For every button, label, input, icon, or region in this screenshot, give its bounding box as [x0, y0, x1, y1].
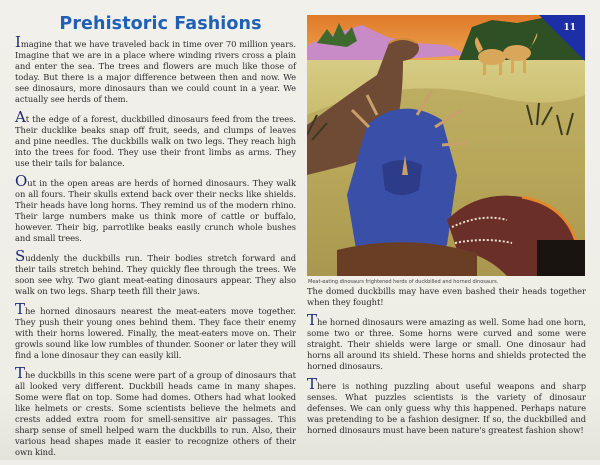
paragraph — [15, 108, 296, 169]
paragraph — [307, 311, 586, 372]
paragraph — [15, 247, 296, 297]
paragraph-text: here is nothing puzzling about useful weapons and sharp senses. What puzzles scientists is the variety of dinosaur defenses. We can only guess why this happened. Perhaps nature was pretending to be a fashion designer. If so, the duckbilled and horned dinosaurs must have been nature's greatest fashion show! — [307, 381, 586, 435]
drop-cap: O — [15, 172, 28, 190]
drop-cap: S — [15, 247, 26, 265]
paragraph-text: magine that we have traveled back in time over 70 million years. Imagine that we are in a place where winding rivers cross a plain and enter the sea. The trees and flowers are much like those of today. But there is a major difference between then and now. We see dinosaurs, more dinosaurs than we could count in a year. We actually see herds of them. — [15, 39, 296, 104]
drop-cap: T — [307, 375, 317, 393]
illustration-caption: Meat-eating dinosaurs frightened herds of duckbilled and horned dinosaurs. — [308, 279, 499, 285]
dinosaur-illustration — [307, 15, 585, 276]
page-number: 11 — [563, 23, 576, 33]
page-title: Prehistoric Fashions — [59, 14, 262, 34]
drop-cap: T — [307, 311, 317, 329]
right-column — [307, 286, 586, 443]
paragraph-text: he duckbills in this scene were part of a group of dinosaurs that all looked very different. Duckbill heads came in many shapes. Some were flat on top. Some had domes. Others had what looked like helmets or crests. Some scientists believe the helmets and crests added extra room for smell-sensitive air passages. This sharp sense of smell helped warn the duckbills to run. Also, their various head shapes made it easier to recognize others of their own kind. — [15, 370, 296, 457]
drop-cap: A — [15, 108, 26, 126]
paragraph — [15, 172, 296, 244]
paragraph-text: uddenly the duckbills run. Their bodies stretch forward and their tails stretch behind. They quickly flee through the trees. We soon see why. Two giant meat-eating dinosaurs appear. They also walk on two legs. Sharp teeth fill their jaws. — [15, 253, 296, 296]
page-number-badge — [539, 15, 585, 61]
paragraph — [307, 375, 586, 436]
drop-cap: T — [15, 300, 25, 318]
lead-paragraph: The domed duckbills may have even bashed their heads together when they fought! — [307, 286, 586, 307]
paragraph-text: ut in the open areas are herds of horned dinosaurs. They walk on all fours. Their skulls extend back over their necks like shields. Their heads have long horns. They remind us of the modern rhino. Their large numbers make us think more of cattle or buffalo, however. Their big, parrotlike beaks easily crunch whole bushes and small trees. — [15, 178, 296, 243]
paragraph — [15, 33, 296, 105]
paragraph — [15, 300, 296, 361]
paragraph-text: t the edge of a forest, duckbilled dinosaurs feed from the trees. Their ducklike beaks snap off fruit, seeds, and clumps of leaves and pine needles. The duckbills walk on two legs. They reach high into the trees for food. They use their front limbs as arms. They use their tails for balance. — [15, 114, 296, 168]
paragraph-text: he horned dinosaurs were amazing as well. Some had one horn, some two or three. Some horns were curved and some were straight. Their shields were large or small. One dinosaur had horns all around its shield. These horns and shields protected the horned dinosaurs. — [307, 317, 586, 371]
left-column — [15, 14, 296, 465]
drop-cap: T — [15, 364, 25, 382]
drop-cap: I — [15, 33, 21, 51]
paragraph-text: he horned dinosaurs nearest the meat-eaters move together. They push their young ones behind them. They face their enemy with their horns lowered. Finally, the meat-eaters move on. Their growls sound like low rumbles of thunder. Sooner or later they will find a lone dinosaur they can easily kill. — [15, 306, 296, 360]
paragraph — [15, 364, 296, 458]
